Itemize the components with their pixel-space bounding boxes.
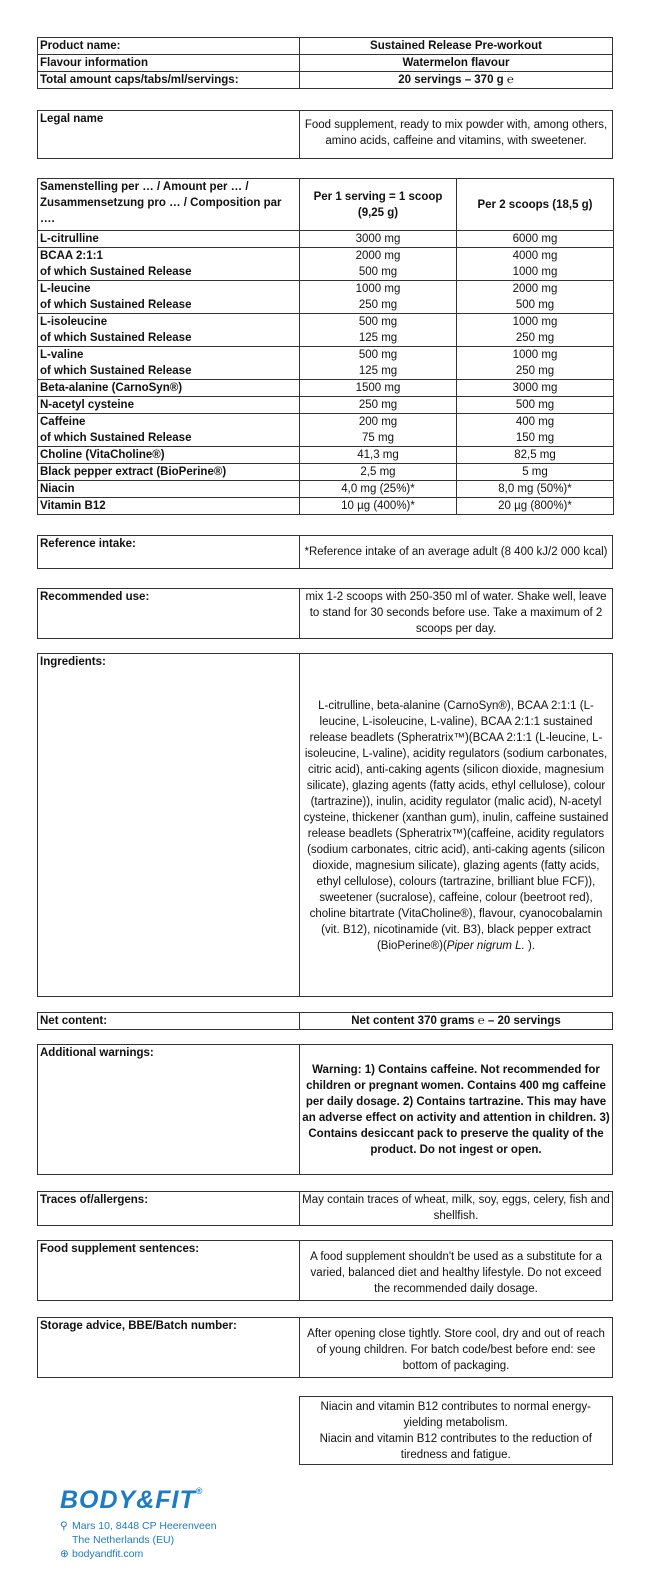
nutrient-name: L-citrulline	[38, 231, 300, 248]
nutrient-per-serving: 2,5 mg	[300, 464, 457, 481]
additional-warnings-label: Additional warnings:	[38, 1045, 300, 1175]
nutrition-row	[38, 248, 614, 281]
nutrient-per-serving: 2000 mg 500 mg	[300, 248, 457, 281]
food-supplement-label: Food supplement sentences:	[38, 1241, 300, 1301]
net-content-value: Net content 370 grams ℮ – 20 servings	[300, 1013, 613, 1030]
nutrient-name: Niacin	[38, 481, 300, 498]
nutrition-table	[37, 178, 614, 515]
nutrient-name: L-isoleucine of which Sustained Release	[38, 314, 300, 347]
nutrition-row	[38, 281, 614, 314]
nutrition-row	[38, 481, 614, 498]
nutrient-per-2-scoops: 2000 mg 500 mg	[457, 281, 614, 314]
brand-footer	[60, 1486, 260, 1578]
ingredients-italic: Piper nigrum L.	[446, 940, 525, 952]
product-name-label: Product name:	[38, 38, 300, 55]
flavour-value: Watermelon flavour	[300, 55, 613, 72]
product-info-table	[37, 37, 613, 89]
storage-value: After opening close tightly. Store cool, dry and out of reach of young children. For batch code/best before end: see bottom of packaging.	[300, 1318, 613, 1378]
nutrition-header-per-serving: Per 1 serving = 1 scoop (9,25 g)	[300, 179, 457, 231]
website-link[interactable]: bodyandfit.com	[72, 1548, 144, 1560]
nutrient-per-2-scoops: 3000 mg	[457, 380, 614, 397]
legal-name-table	[37, 110, 613, 159]
nutrient-per-2-scoops: 4000 mg 1000 mg	[457, 248, 614, 281]
nutrient-per-2-scoops: 20 µg (800%)*	[457, 498, 614, 515]
net-content-table	[37, 1012, 613, 1030]
legal-name-value: Food supplement, ready to mix powder with, among others, amino acids, caffeine and vitamins, with sweetener.	[300, 111, 613, 159]
nutrient-per-2-scoops: 500 mg	[457, 397, 614, 414]
nutrient-per-serving: 500 mg 125 mg	[300, 314, 457, 347]
nutrition-row	[38, 314, 614, 347]
nutrition-row	[38, 414, 614, 447]
nutrition-row	[38, 380, 614, 397]
nutrient-per-serving: 4,0 mg (25%)*	[300, 481, 457, 498]
net-content-label: Net content:	[38, 1013, 300, 1030]
brand-address	[60, 1519, 260, 1561]
claim-fatigue: Niacin and vitamin B12 contributes to the reduction of tiredness and fatigue.	[319, 1432, 592, 1461]
claims-empty-cell	[37, 1397, 299, 1465]
label-document	[37, 37, 613, 1465]
recommended-use-label: Recommended use:	[38, 589, 300, 639]
additional-warnings-value: Warning: 1) Contains caffeine. Not recommended for children or pregnant women. Contains 400 mg caffeine per daily dosage. 2) Contains tartrazine. This may have an adverse effect on activity and attention in children. 3) Contains desiccant pack to preserve the quality of the product. Do not ingest or open.	[300, 1045, 613, 1175]
nutrition-row	[38, 231, 614, 248]
ingredients-label: Ingredients:	[38, 654, 300, 997]
allergens-label: Traces of/allergens:	[38, 1192, 300, 1226]
nutrient-per-2-scoops: 6000 mg	[457, 231, 614, 248]
food-supplement-value: A food supplement shouldn't be used as a substitute for a varied, balanced diet and healthy lifestyle. Do not exceed the recommended daily dosage.	[300, 1241, 613, 1301]
additional-warnings-table	[37, 1044, 613, 1175]
address-line-1: Mars 10, 8448 CP Heerenveen	[72, 1520, 217, 1532]
recommended-use-value: mix 1-2 scoops with 250-350 ml of water. Shake well, leave to stand for 30 seconds before use. Take a maximum of 2 scoops per day.	[300, 589, 613, 639]
nutrient-per-serving: 41,3 mg	[300, 447, 457, 464]
nutrition-row	[38, 397, 614, 414]
nutrient-name: BCAA 2:1:1 of which Sustained Release	[38, 248, 300, 281]
product-name-value: Sustained Release Pre-workout	[300, 38, 613, 55]
flavour-label: Flavour information	[38, 55, 300, 72]
nutrition-row	[38, 498, 614, 515]
nutrient-name: Choline (VitaCholine®)	[38, 447, 300, 464]
nutrient-per-serving: 1000 mg 250 mg	[300, 281, 457, 314]
nutrient-per-serving: 3000 mg	[300, 231, 457, 248]
nutrient-name: Beta-alanine (CarnoSyn®)	[38, 380, 300, 397]
total-amount-value: 20 servings – 370 g ℮	[300, 72, 613, 89]
nutrient-per-serving: 250 mg	[300, 397, 457, 414]
storage-table	[37, 1317, 613, 1378]
total-amount-label: Total amount caps/tabs/ml/servings:	[38, 72, 300, 89]
address-line-2: The Netherlands (EU)	[72, 1534, 175, 1546]
nutrient-name: Caffeine of which Sustained Release	[38, 414, 300, 447]
nutrient-per-serving: 10 µg (400%)*	[300, 498, 457, 515]
product-name-row	[38, 38, 613, 55]
nutrient-name: Vitamin B12	[38, 498, 300, 515]
registered-mark: ®	[195, 1486, 204, 1496]
nutrient-per-serving: 1500 mg	[300, 380, 457, 397]
nutrient-per-2-scoops: 1000 mg 250 mg	[457, 314, 614, 347]
claims-value	[299, 1397, 613, 1465]
nutrient-name: Black pepper extract (BioPerine®)	[38, 464, 300, 481]
nutrient-per-2-scoops: 8,0 mg (50%)*	[457, 481, 614, 498]
food-supplement-table	[37, 1240, 613, 1301]
total-amount-row	[38, 72, 613, 89]
ingredients-tail: ).	[524, 940, 536, 952]
claims-table	[37, 1396, 613, 1465]
reference-intake-label: Reference intake:	[38, 536, 300, 569]
nutrient-name: L-leucine of which Sustained Release	[38, 281, 300, 314]
nutrition-row	[38, 347, 614, 380]
ingredients-value	[300, 654, 613, 997]
allergens-value: May contain traces of wheat, milk, soy, eggs, celery, fish and shellfish.	[300, 1192, 613, 1226]
nutrient-name: L-valine of which Sustained Release	[38, 347, 300, 380]
nutrition-row	[38, 464, 614, 481]
globe-icon: ⊕	[60, 1548, 69, 1560]
nutrient-per-serving: 500 mg 125 mg	[300, 347, 457, 380]
nutrition-header-amount: Samenstelling per … / Amount per … / Zusammensetzung pro … / Composition par ….	[38, 179, 300, 231]
brand-logo: BODY&FIT®	[60, 1486, 204, 1514]
storage-label: Storage advice, BBE/Batch number:	[38, 1318, 300, 1378]
flavour-row	[38, 55, 613, 72]
nutrient-per-serving: 200 mg 75 mg	[300, 414, 457, 447]
legal-name-label: Legal name	[38, 111, 300, 159]
ingredients-table	[37, 653, 613, 997]
recommended-use-table	[37, 588, 613, 639]
nutrient-name: N-acetyl cysteine	[38, 397, 300, 414]
nutrition-rows	[38, 231, 614, 515]
nutrient-per-2-scoops: 82,5 mg	[457, 447, 614, 464]
nutrition-row	[38, 447, 614, 464]
nutrient-per-2-scoops: 1000 mg 250 mg	[457, 347, 614, 380]
reference-intake-table	[37, 535, 613, 569]
nutrient-per-2-scoops: 400 mg 150 mg	[457, 414, 614, 447]
claim-energy: Niacin and vitamin B12 contributes to normal energy-yielding metabolism.	[320, 1400, 591, 1429]
nutrition-header-row	[38, 179, 614, 231]
nutrient-per-2-scoops: 5 mg	[457, 464, 614, 481]
location-pin-icon: ⚲	[60, 1520, 68, 1532]
ingredients-text: L-citrulline, beta-alanine (CarnoSyn®), BCAA 2:1:1 (L-leucine, L-isoleucine, L-valine), BCAA 2:1:1 sustained release beadlets (Spheratrix™)(BCAA 2:1:1 (L-leucine, L-isoleucine, L-valine), acidity regulators (sodium carbonates, citric acid), anti-caking agents (silicon dioxide, magnesium silicate), glazing agents (fatty acids, ethyl cellulose), colour (tartrazine)), inulin, acidity regulator (malic acid), N-acetyl cysteine, thickener (xanthan gum), inulin, caffeine sustained release beadlets (Spheratrix™)(caffeine, acidity regulators (sodium carbonates, citric acid), anti-caking agents (silicon dioxide, magnesium silicate), glazing agents (fatty acids, ethyl cellulose), colours (tartrazine, brilliant blue FCF)), sweetener (sucralose), caffeine, colour (beetroot red), choline bitartrate (VitaCholine®), flavour, cyanocobalamin (vit. B12), nicotinamide (vit. B3), black pepper extract (BioPerine®)(	[303, 700, 609, 952]
nutrition-header-per-2-scoops: Per 2 scoops (18,5 g)	[457, 179, 614, 231]
allergens-table	[37, 1191, 613, 1226]
reference-intake-value: *Reference intake of an average adult (8 400 kJ/2 000 kcal)	[300, 536, 613, 569]
